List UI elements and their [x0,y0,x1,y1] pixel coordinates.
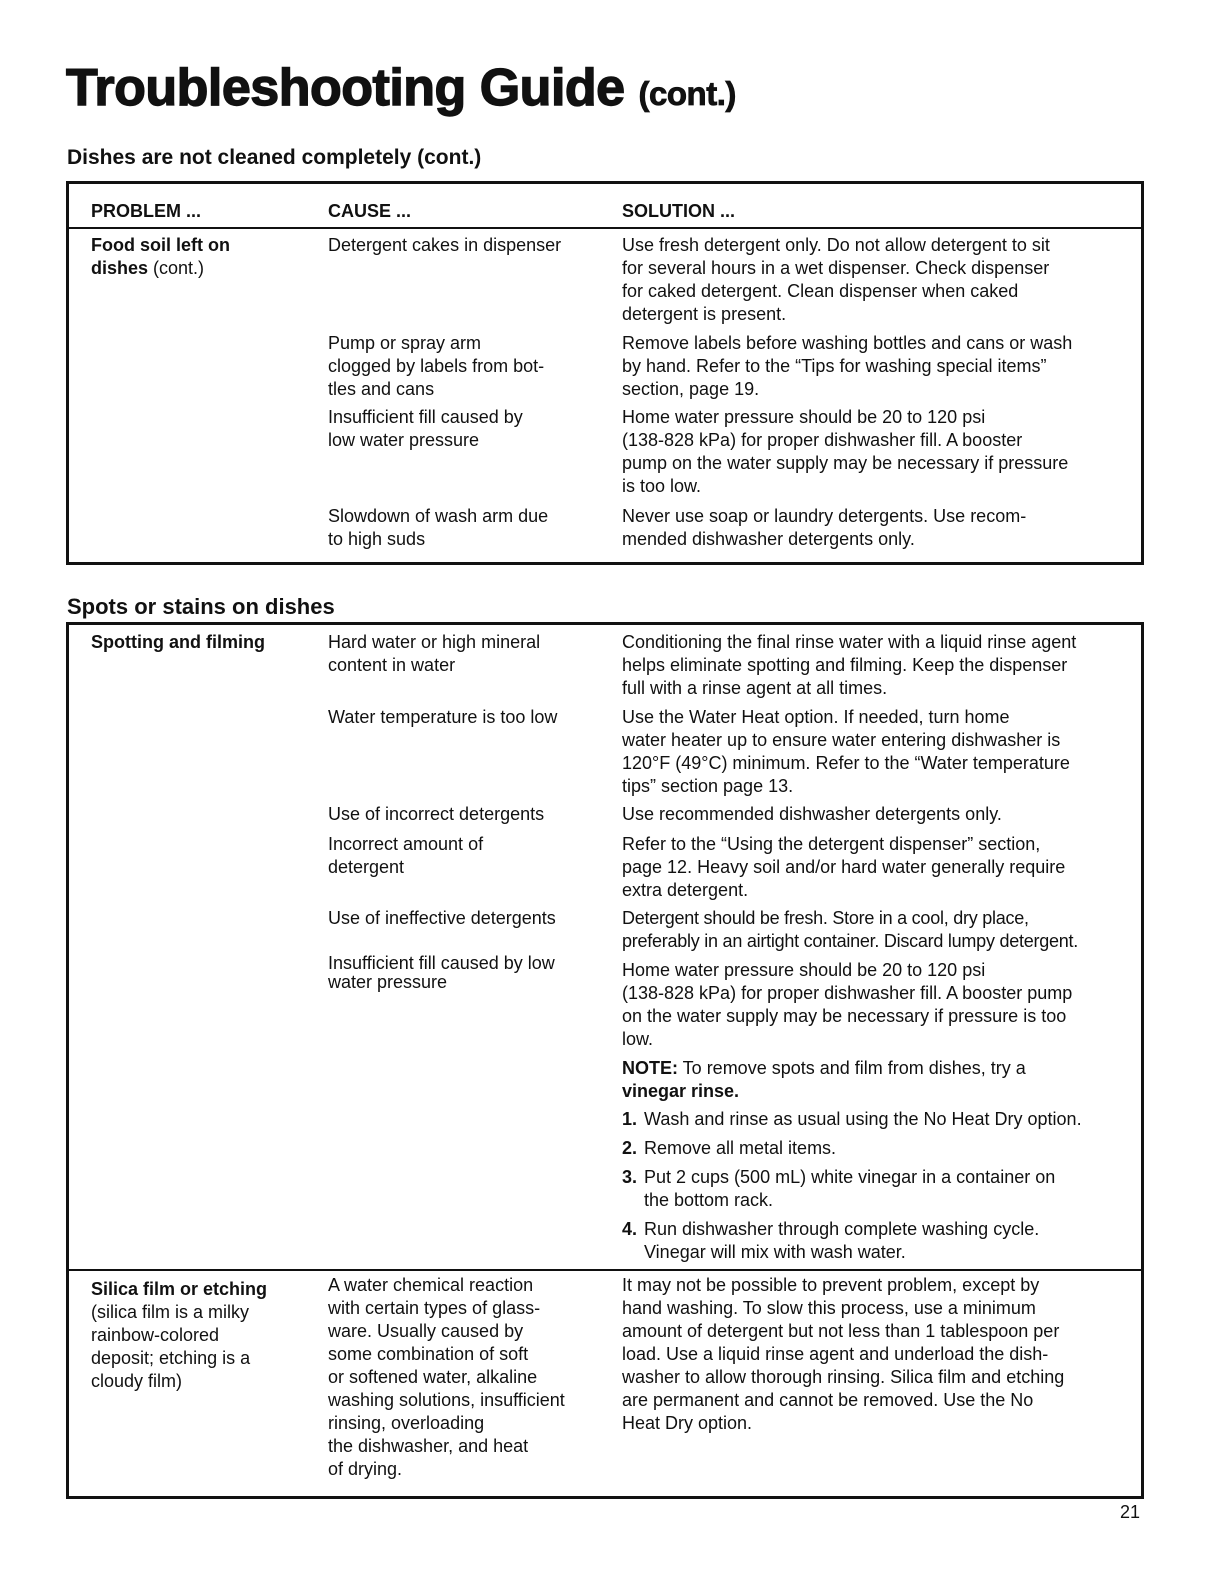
cause-low-pressure: Insufficient fill caused by low water pressure [328,407,523,450]
cause-incorrect-detergents: Use of incorrect detergents [328,804,545,824]
solution-incorrect-detergents: Use recommended dishwasher detergents only. [622,804,1002,824]
note-bold-tail: vinegar rinse. [622,1081,740,1101]
cause-clogged-labels: Pump or spray arm clogged by labels from bot- tles and cans [328,333,545,399]
step-text: Put 2 cups (500 mL) white vinegar in a container on the bottom rack. [644,1167,1056,1210]
step-number: 1. [622,1109,638,1129]
cause-hard-water: Hard water or high mineral content in water [328,632,541,675]
note-label: NOTE: [622,1058,678,1078]
problem-spotting-filming [91,631,316,654]
header-divider [66,227,1144,229]
cause-detergent-cakes: Detergent cakes in dispenser [328,235,562,255]
solution-water-temperature: Use the Water Heat option. If needed, turn home water heater up to ensure water entering dishwasher is 120°F (49°C) minimum. Refer to the “Water temperature tips” section page 13. [622,707,1070,796]
problem-silica-film-description: (silica film is a milky rainbow-colored deposit; etching is a cloudy film) [91,1302,251,1391]
solution-incorrect-amount: Refer to the “Using the detergent dispenser” section, page 12. Heavy soil and/or hard water generally require extra detergent. [622,834,1066,900]
page-title [66,58,736,124]
step-number: 3. [622,1167,638,1187]
problem-food-soil-rest: (cont.) [148,258,205,278]
problem-food-soil-bold: Food soil left on dishes [91,235,230,278]
cause-water-temperature: Water temperature is too low [328,707,558,727]
cause-incorrect-amount: Incorrect amount of detergent [328,834,484,877]
step-number: 4. [622,1219,638,1239]
column-header-cause: CAUSE ... [328,201,412,221]
cause-chemical-reaction: A water chemical reaction with certain types of glass- ware. Usually caused by some combination of soft or softened water, alkaline washing solutions, insufficient rinsing, overloading the dishwasher, and heat of drying. [328,1275,565,1479]
section-heading-spots-stains: Spots or stains on dishes [67,594,335,619]
solution-detergent-cakes: Use fresh detergent only. Do not allow detergent to sit for several hours in a wet dispenser. Check dispenser for caked detergent. Clean dispenser when caked detergent is present. [622,235,1050,324]
problem-food-soil [91,234,311,280]
problem-silica-film [91,1278,316,1393]
note-text: To remove spots and film from dishes, try a [678,1058,1026,1078]
step-text: Run dishwasher through complete washing cycle. Vinegar will mix with wash water. [644,1219,1040,1262]
solution-hard-water: Conditioning the final rinse water with a liquid rinse agent helps eliminate spotting and filming. Keep the dispenser full with a rinse agent at all times. [622,632,1077,698]
problem-spotting-filming-label: Spotting and filming [91,632,265,652]
solution-low-pressure: Home water pressure should be 20 to 120 psi (138-828 kPa) for proper dishwasher fill. A booster pump on the water supply may be necessary if pressure is too low. [622,407,1069,496]
problem-silica-film-label: Silica film or etching [91,1279,268,1299]
solution-clogged-labels: Remove labels before washing bottles and cans or wash by hand. Refer to the “Tips for washing special items” section, page 19. [622,333,1073,399]
solution-silica-film: It may not be possible to prevent problem, except by hand washing. To slow this process, use a minimum amount of detergent but not less than 1 tablespoon per load. Use a liquid rinse agent and underload the dish- washer to allow thorough rinsing. Silica film and etching are permanent and cannot be removed. Use the No Heat Dry option. [622,1275,1065,1433]
cause-insufficient-fill: Insufficient fill caused by low water pressure [328,953,555,992]
cause-high-suds: Slowdown of wash arm due to high suds [328,506,549,549]
solution-insufficient-fill: Home water pressure should be 20 to 120 psi (138-828 kPa) for proper dishwasher fill. A booster pump on the water supply may be necessary if pressure is too low. [622,960,1073,1049]
step-number: 2. [622,1138,638,1158]
row-divider-silica [66,1269,1144,1271]
cause-ineffective-detergents: Use of ineffective detergents [328,908,556,928]
step-text: Wash and rinse as usual using the No Heat Dry option. [644,1109,1082,1129]
solution-ineffective-detergents: Detergent should be fresh. Store in a cool, dry place, preferably in an airtight container. Discard lumpy detergent. [622,908,1079,951]
page-number: 21 [1120,1502,1141,1522]
page-title-text: Troubleshooting Guide [66,59,625,117]
vinegar-rinse-note [622,1057,1142,1103]
solution-high-suds: Never use soap or laundry detergents. Use recom- mended dishwasher detergents only. [622,506,1027,549]
section-heading-dishes-not-cleaned: Dishes are not cleaned completely (cont.) [67,146,482,169]
column-header-problem: PROBLEM ... [91,201,202,221]
step-text: Remove all metal items. [644,1138,837,1158]
page-title-suffix: (cont.) [638,75,736,112]
column-header-solution: SOLUTION ... [622,201,736,221]
